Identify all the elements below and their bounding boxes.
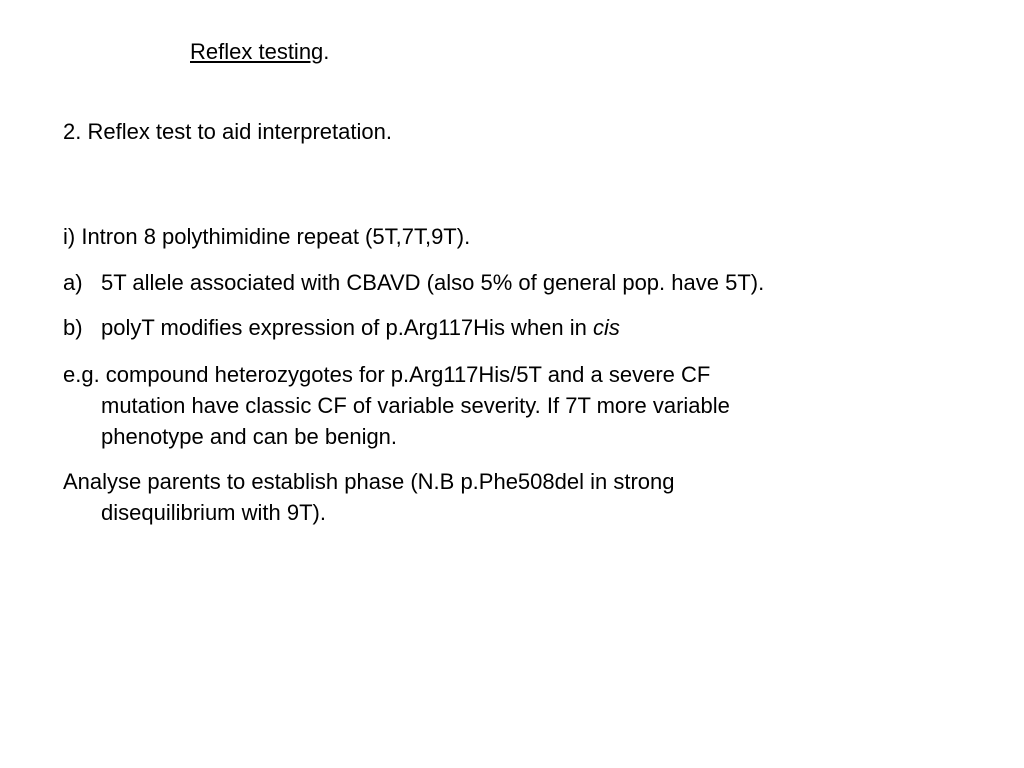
- example-line-3: phenotype and can be benign.: [101, 424, 398, 449]
- point-b-italic: cis: [593, 315, 620, 340]
- point-a-text: 5T allele associated with CBAVD (also 5% of general pop. have 5T).: [101, 270, 765, 295]
- point-a-marker: a): [63, 270, 83, 295]
- slide-title: [190, 38, 329, 66]
- intro-line: i) Intron 8 polythimidine repeat (5T,7T,9T).: [63, 224, 471, 249]
- example-paragraph: [63, 359, 863, 452]
- slide-title-suffix: .: [323, 39, 330, 64]
- analyse-line-1: Analyse parents to establish phase (N.B p.Phe508del in strong: [63, 469, 675, 494]
- analyse-line-2: disequilibrium with 9T).: [101, 500, 326, 525]
- point-b: [63, 312, 620, 343]
- example-line-2: mutation have classic CF of variable severity. If 7T more variable: [101, 393, 730, 418]
- point-a: [63, 267, 764, 298]
- section-heading: 2. Reflex test to aid interpretation.: [63, 119, 392, 144]
- point-b-marker: b): [63, 315, 83, 340]
- analyse-paragraph: [63, 466, 863, 528]
- slide-title-text: Reflex testing: [190, 39, 324, 64]
- point-b-text: polyT modifies expression of p.Arg117His when in: [101, 315, 593, 340]
- example-line-1: e.g. compound heterozygotes for p.Arg117His/5T and a severe CF: [63, 362, 711, 387]
